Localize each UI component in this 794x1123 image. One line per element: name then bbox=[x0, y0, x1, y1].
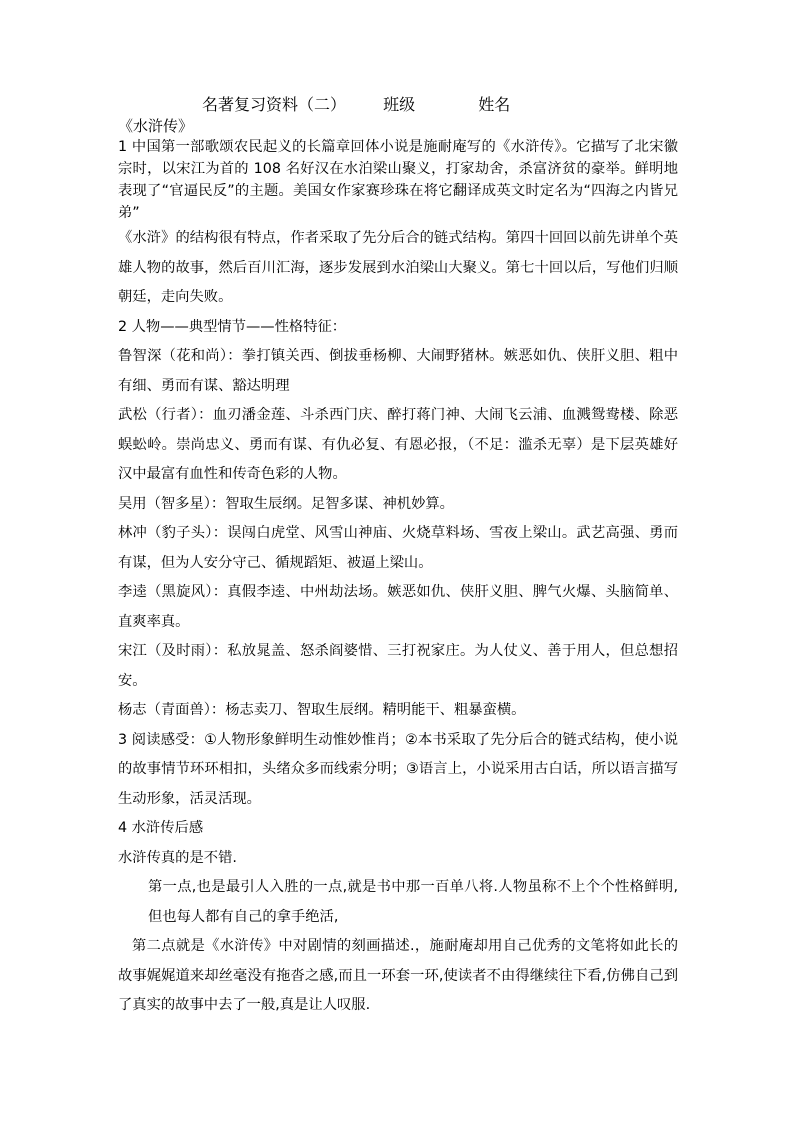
character-entry-yang-zhi: 杨志（青面兽）：杨志卖刀、智取生辰纲。精明能干、粗暴蛮横。 bbox=[118, 702, 526, 718]
character-entry-song-jiang: 宋江（及时雨）：私放晁盖、怒杀阎婆惜、三打祝家庄。为人仗义、善于用人，但总想招安。 bbox=[118, 643, 678, 689]
afterthought-opening-line: 水浒传真的是不错. bbox=[118, 849, 237, 866]
characters-heading: 2 人物——典型情节——性格特征： bbox=[118, 318, 347, 335]
character-entry-li-kui: 李逵（黑旋风）：真假李逵、中州劫法场。嫉恶如仇、侠肝义胆、脾气火爆、头脑简单、直爽率真。 bbox=[118, 584, 678, 630]
character-entry-wu-song: 武松（行者）：血刃潘金莲、斗杀西门庆、醉打蒋门神、大闹飞云浦、血溅鸳鸯楼、除恶蜈蚣岭。崇尚忠义、勇而有谋、有仇必复、有恩必报，（不足：滥杀无辜）是下层英雄好汉中最富有血性和传奇色彩的人物。 bbox=[118, 407, 678, 482]
class-label: 班级 bbox=[383, 95, 416, 114]
name-label: 姓名 bbox=[478, 95, 511, 114]
document-page bbox=[118, 94, 678, 1021]
intro-paragraph: 1 中国第一部歌颂农民起义的长篇章回体小说是施耐庵写的《水浒传》。它描写了北宋徽宗时，以宋江为首的 108 名好汉在水泊梁山聚义，打家劫舍，杀富济贫的豪举。鲜明地表现了“官逼民反”的主题。美国女作家赛珍珠在将它翻译成英文时定名为“四海之内皆兄弟” bbox=[118, 139, 678, 221]
reading-impression-paragraph: 3 阅读感受：①人物形象鲜明生动惟妙惟肖；②本书采取了先分后合的链式结构，使小说的故事情节环环相扣，头绪众多而线索分明；③语言上，小说采用古白话，所以语言描写生动形象，活灵活现。 bbox=[118, 731, 678, 807]
document-header bbox=[118, 94, 678, 116]
character-entry-lu-zhishen: 鲁智深（花和尚）：拳打镇关西、倒拔垂杨柳、大闹野猪林。嫉恶如仇、侠肝义胆、粗中有细、勇而有谋、豁达明理 bbox=[118, 348, 678, 394]
afterthought-point-two: 第二点就是《水浒传》中对剧情的刻画描述.，施耐庵却用自己优秀的文笔将如此长的故事娓娓道来却丝毫没有拖沓之感,而且一环套一环,使读者不由得继续往下看,仿佛自己到了真实的故事中去了一般,真是让人叹服. bbox=[118, 938, 678, 1013]
character-entry-wu-yong: 吴用（智多星）：智取生辰纲。足智多谋、神机妙算。 bbox=[118, 495, 454, 512]
structure-paragraph: 《水浒》的结构很有特点，作者采取了先分后合的链式结构。第四十回回以前先讲单个英雄人物的故事，然后百川汇海，逐步发展到水泊梁山大聚义。第七十回以后，写他们归顺朝廷，走向失败。 bbox=[118, 230, 678, 305]
afterthought-heading: 4 水浒传后感 bbox=[118, 820, 204, 836]
book-title: 《水浒传》 bbox=[118, 117, 194, 135]
afterthought-point-one: 第一点,也是最引人入胜的一点,就是书中那一百单八将.人物虽称不上个个性格鲜明,但也每人都有自己的拿手绝活, bbox=[148, 879, 678, 925]
character-entry-lin-chong: 林冲（豹子头）：误闯白虎堂、风雪山神庙、火烧草料场、雪夜上梁山。武艺高强、勇而有谋，但为人安分守己、循规蹈矩、被逼上梁山。 bbox=[118, 525, 678, 571]
page-title: 名著复习资料（二） bbox=[202, 95, 347, 114]
